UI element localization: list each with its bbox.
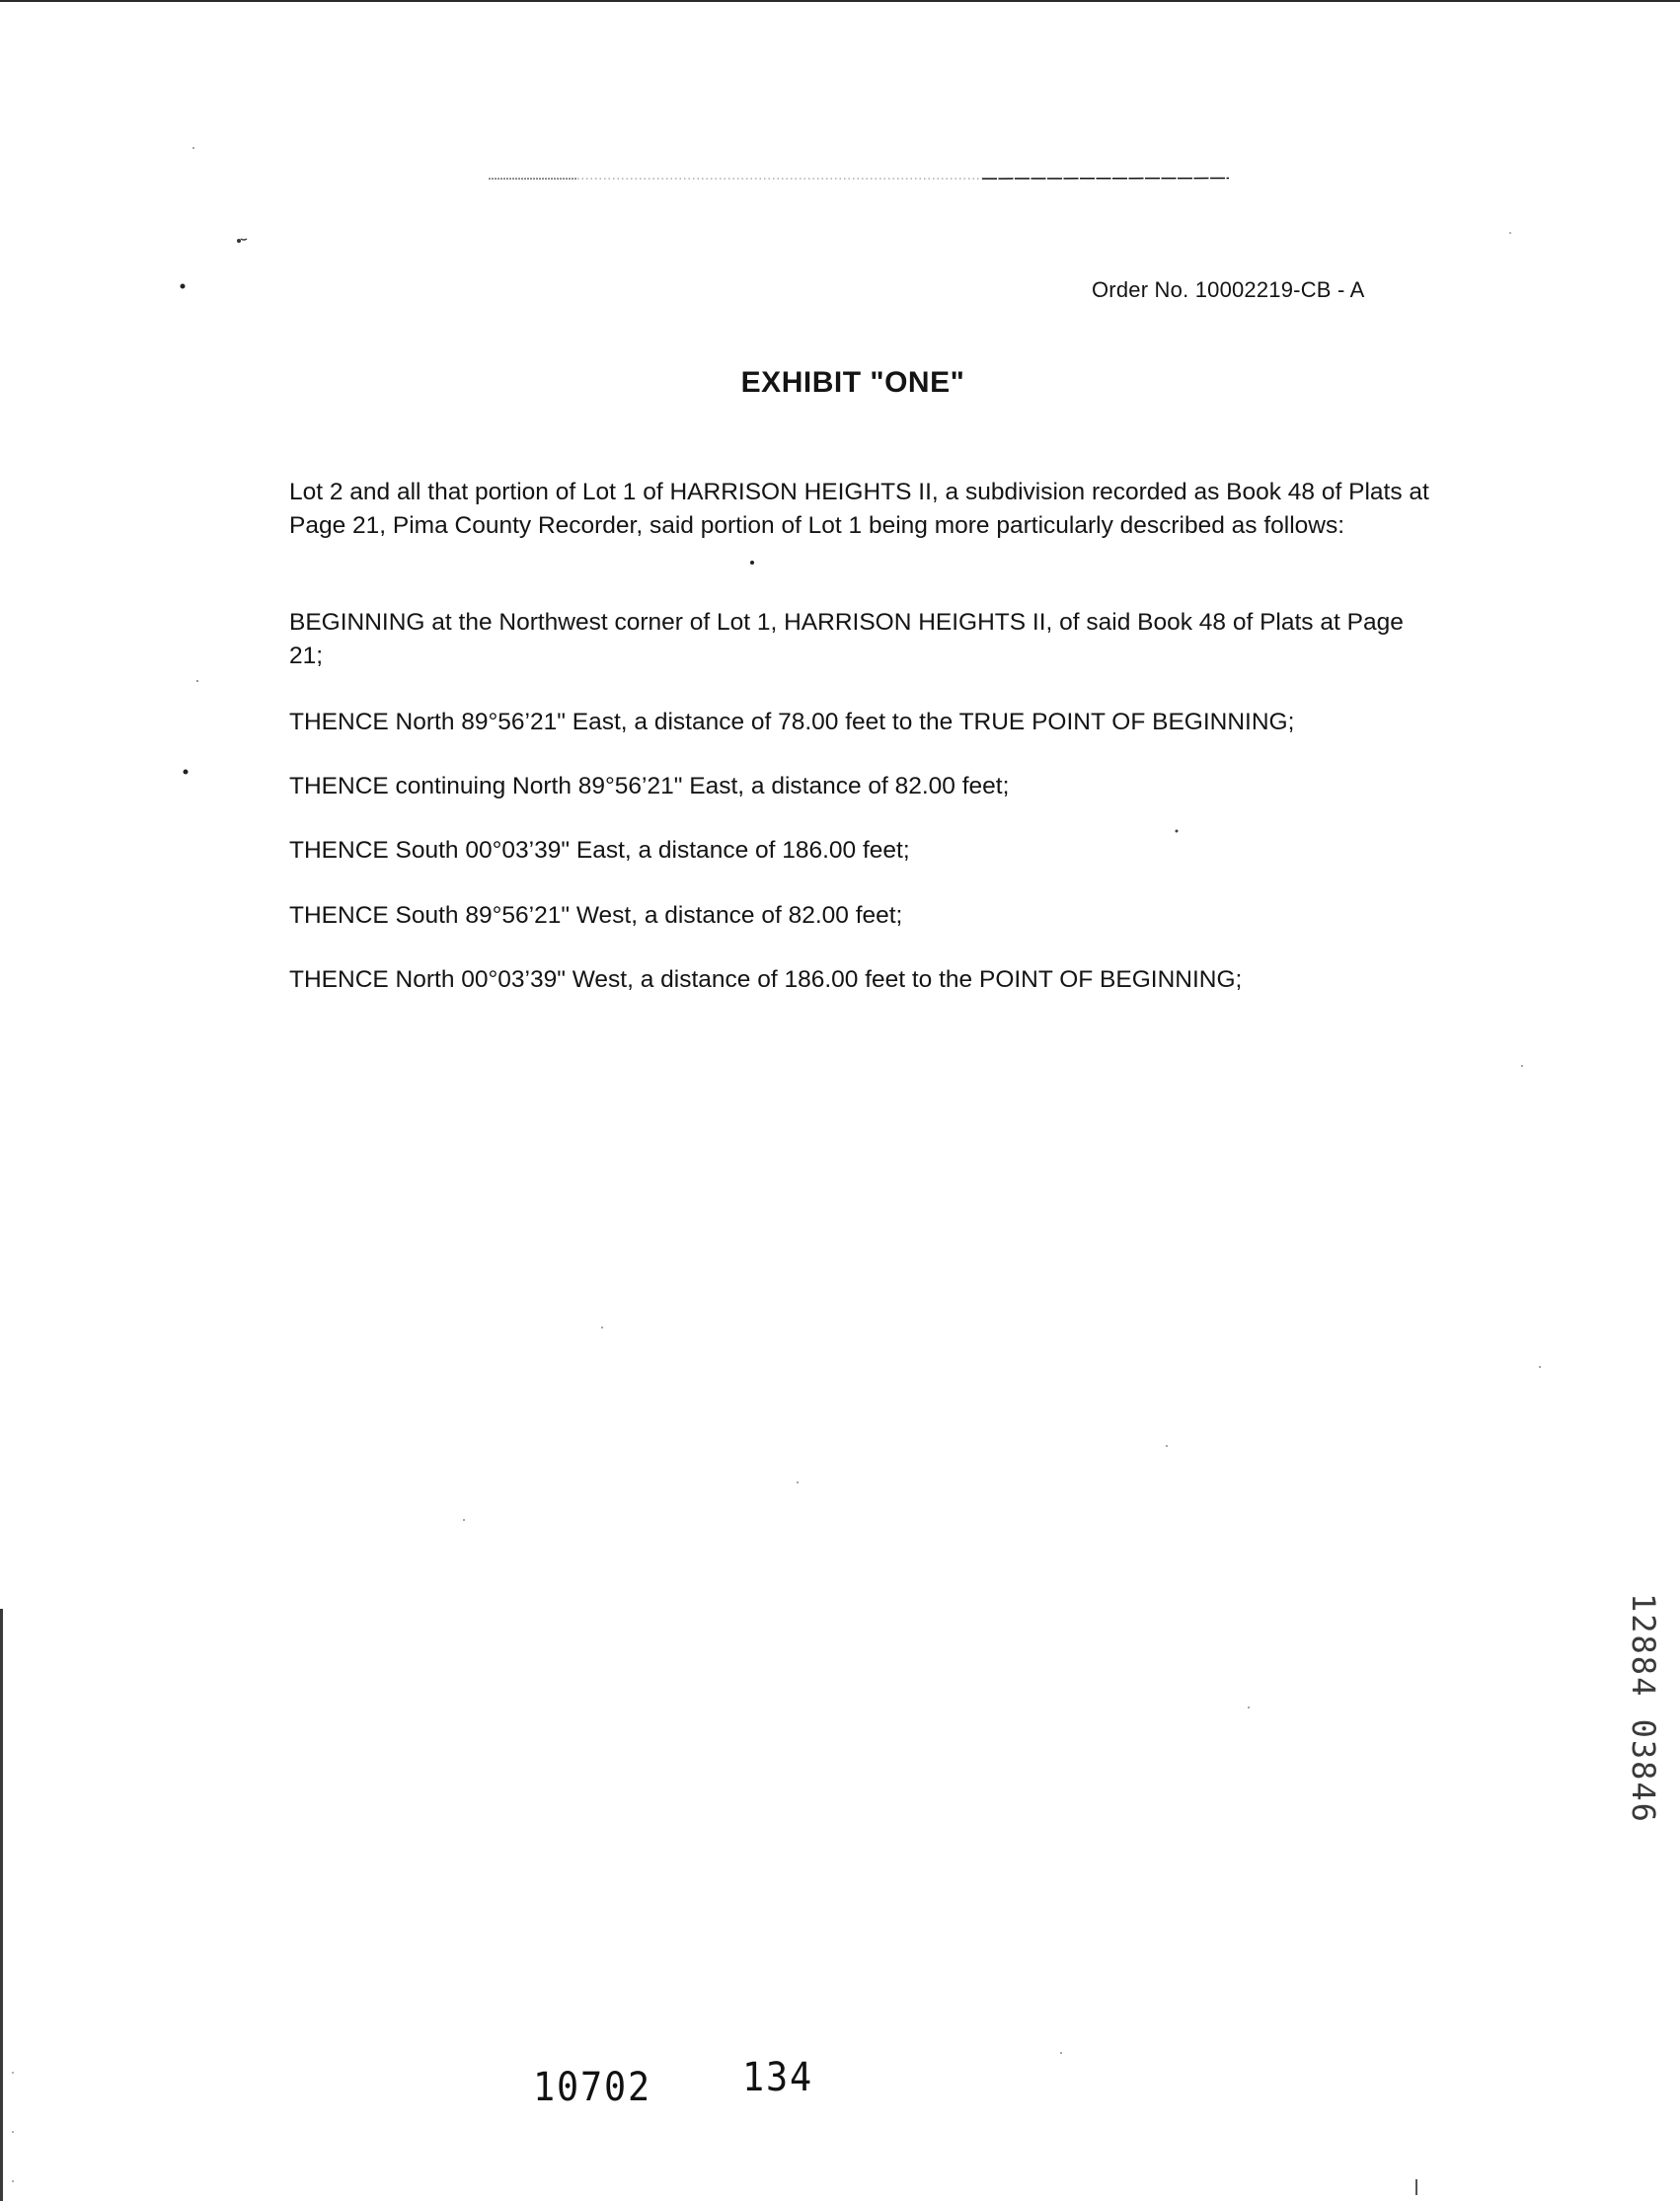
course-1: THENCE North 89°56’21" East, a distance of 78.00 feet to the TRUE POINT OF BEGINNING; [289, 709, 1295, 735]
course-3: THENCE South 00°03’39" East, a distance of 186.00 feet; [289, 837, 910, 864]
course-5: THENCE North 00°03’39" West, a distance of 186.00 feet to the POINT OF BEGINNING; [289, 966, 1243, 993]
scan-tick-mark [1415, 2179, 1417, 2195]
course-2: THENCE continuing North 89°56’21" East, a distance of 82.00 feet; [289, 773, 1010, 799]
docket-stamp: 10702 [533, 2065, 651, 2110]
exhibit-title: EXHIBIT "ONE" [740, 366, 965, 399]
beginning-paragraph: BEGINNING at the Northwest corner of Lot 1, HARRISON HEIGHTS II, of said Book 48 of Plats at Page 21; [289, 609, 1404, 669]
page-top-border [0, 0, 1680, 2]
recording-sequence-number: 12884 03846 [1625, 1593, 1662, 1824]
course-4: THENCE South 89°56’21" West, a distance of 82.00 feet; [289, 902, 903, 929]
order-number: Order No. 10002219-CB - A [1092, 277, 1365, 302]
legal-description-paragraph: Lot 2 and all that portion of Lot 1 of HARRISON HEIGHTS II, a subdivision recorded as Book 48 of Plats at Page 21, Pima County Recorder, said portion of Lot 1 being more particularly described as follows: [289, 479, 1429, 539]
scan-left-edge [0, 1609, 3, 2201]
page-stamp: 134 [742, 2055, 813, 2100]
scanned-horizontal-rule [118, 178, 1599, 182]
